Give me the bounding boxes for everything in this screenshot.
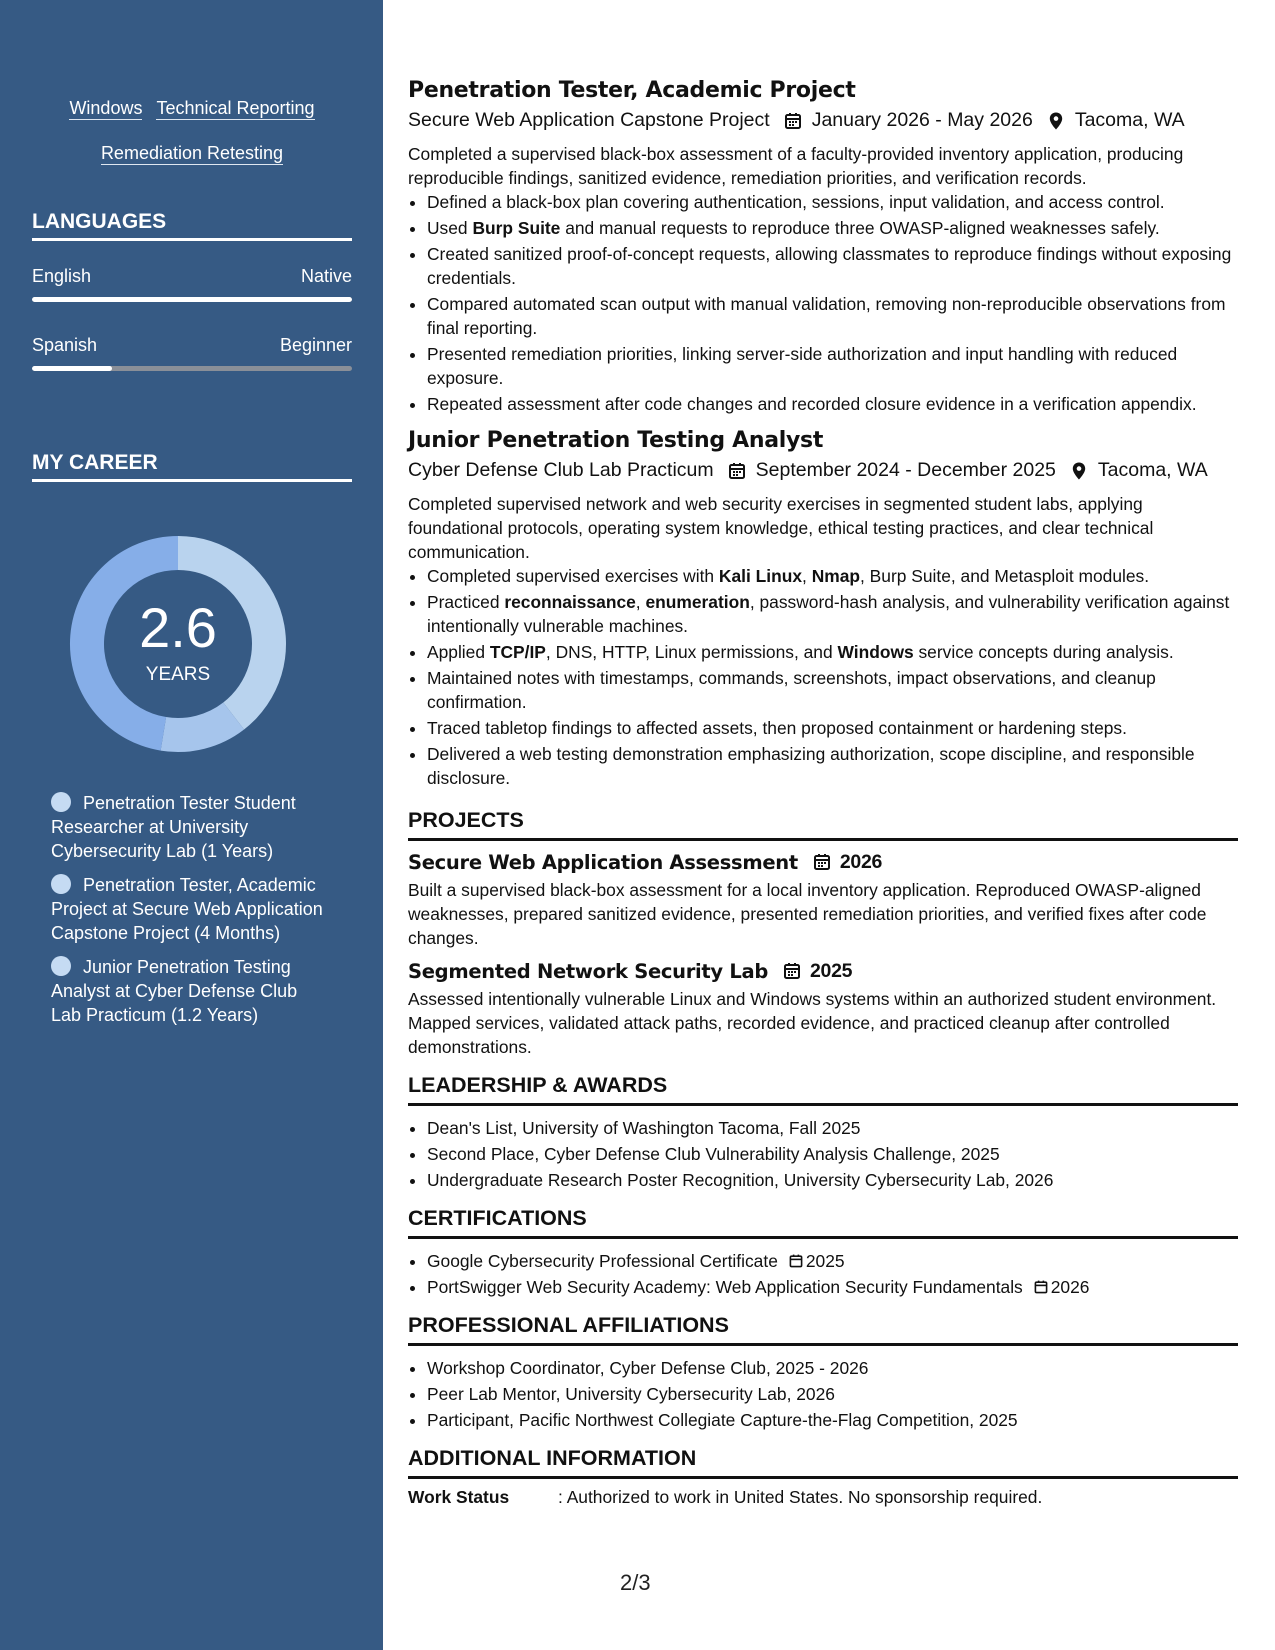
job-bullet: • Delivered a web testing demonstration emphasizing authorization, scope discipline, and responsible disclosure. <box>427 742 1238 790</box>
language-name: Spanish <box>32 335 98 355</box>
project-year: 2026 <box>839 851 883 873</box>
job-bullet: • Compared automated scan output with manual validation, removing non-reproducible observations from final reporting. <box>427 292 1238 340</box>
job-summary: Completed a supervised black-box assessment of a faculty-provided inventory application, producing reproducible findings, sanitized evidence, remediation priorities, and verification records. <box>408 144 1184 188</box>
work-status-value: : Authorized to work in United States. No sponsorship required. <box>558 1487 1043 1507</box>
certifications-heading: CERTIFICATIONS <box>408 1206 1238 1239</box>
job-location: Tacoma, WA <box>1097 459 1208 481</box>
job-summary: Completed supervised network and web security exercises in segmented student labs, applying foundational protocols, operating system knowledge, ethical testing practices, and clear technical communication. <box>408 494 1154 562</box>
project-title-row <box>408 851 1238 874</box>
project-title-row <box>408 960 1238 983</box>
leadership-list <box>408 1116 1238 1192</box>
experience-entry <box>408 78 1238 416</box>
job-bullet: • Repeated assessment after code changes and recorded closure evidence in a verification appendix. <box>427 392 1238 416</box>
job-meta <box>408 109 1238 132</box>
skill-tag: Remediation Retesting <box>100 143 284 163</box>
project-description: Assessed intentionally vulnerable Linux and Windows systems within an authorized student environment. Mapped services, validated attack paths, recorded evidence, and practiced cleanup after controlled demonstrations. <box>408 989 1217 1057</box>
project-entry <box>408 851 1238 950</box>
job-organization: Cyber Defense Club Lab Practicum <box>408 459 714 481</box>
projects-list <box>408 851 1238 1059</box>
calendar-icon <box>726 460 748 482</box>
job-title: Penetration Tester, Academic Project <box>408 78 856 103</box>
language-level: Native <box>300 266 352 286</box>
job-bullet: • Traced tabletop findings to affected assets, then proposed containment or hardening steps. <box>427 716 1238 740</box>
job-bullet: • Completed supervised exercises with Kali Linux, Nmap, Burp Suite, and Metasploit modules. <box>427 564 1238 588</box>
language-proficiency-bar <box>32 297 352 302</box>
main-content <box>408 78 1238 1508</box>
experience-entry <box>408 428 1238 790</box>
job-bullet: • Used Burp Suite and manual requests to reproduce three OWASP-aligned weaknesses safely. <box>427 216 1238 240</box>
calendar-icon <box>812 852 834 874</box>
page-number: 2/3 <box>620 1570 651 1595</box>
job-bullet: • Presented remediation priorities, linking server-side authorization and input handling with reduced exposure. <box>427 342 1238 390</box>
language-proficiency-bar <box>32 366 352 371</box>
keyword: Windows <box>837 642 914 662</box>
job-bullet: • Practiced reconnaissance, enumeration, password-hash analysis, and vulnerability verification against intentionally vulnerable machines. <box>427 590 1238 638</box>
job-bullets <box>408 564 1238 790</box>
job-meta <box>408 459 1238 482</box>
list-item: • PortSwigger Web Security Academy: Web Application Security Fundamentals 2026 <box>427 1275 1238 1299</box>
list-item: • Google Cybersecurity Professional Certificate 2025 <box>427 1249 1238 1273</box>
projects-heading: PROJECTS <box>408 808 1238 841</box>
job-dates: September 2024 - December 2025 <box>755 459 1056 481</box>
leadership-heading: LEADERSHIP & AWARDS <box>408 1073 1238 1106</box>
calendar-icon <box>782 961 804 983</box>
job-dates: January 2026 - May 2026 <box>811 109 1033 131</box>
job-title: Junior Penetration Testing Analyst <box>408 428 824 453</box>
list-item: • Participant, Pacific Northwest Collegiate Capture-the-Flag Competition, 2025 <box>427 1408 1238 1432</box>
calendar-icon <box>788 1253 804 1269</box>
experience-list <box>408 78 1238 790</box>
project-year: 2025 <box>809 960 853 982</box>
keyword: reconnaissance <box>504 592 636 612</box>
language-proficiency-fill <box>32 297 352 302</box>
affiliations-heading: PROFESSIONAL AFFILIATIONS <box>408 1313 1238 1346</box>
job-location: Tacoma, WA <box>1074 109 1185 131</box>
job-organization: Secure Web Application Capstone Project <box>408 109 770 131</box>
work-status-label: Work Status <box>408 1487 510 1507</box>
skill-tag: Technical Reporting <box>156 98 315 118</box>
bullet-dot-icon <box>51 874 71 894</box>
career-item: Junior Penetration Testing Analyst at Cyber Defense Club Lab Practicum (1.2 Years) <box>51 957 298 1025</box>
calendar-icon <box>1033 1279 1049 1295</box>
list-item: • Second Place, Cyber Defense Club Vulnerability Analysis Challenge, 2025 <box>427 1142 1238 1166</box>
career-item: Penetration Tester, Academic Project at Secure Web Application Capstone Project (4 Months) <box>51 875 323 943</box>
skill-tag: Windows <box>69 98 143 118</box>
language-english <box>32 266 352 302</box>
bullet-dot-icon <box>51 956 71 976</box>
language-level: Beginner <box>279 335 352 355</box>
list-item: • Peer Lab Mentor, University Cybersecurity Lab, 2026 <box>427 1382 1238 1406</box>
keyword: enumeration <box>645 592 750 612</box>
keyword: TCP/IP <box>489 642 546 662</box>
job-bullet: • Maintained notes with timestamps, commands, screenshots, impact observations, and cleanup confirmation. <box>427 666 1238 714</box>
calendar-icon <box>782 110 804 132</box>
job-bullets <box>408 190 1238 416</box>
career-years-label: YEARS <box>145 664 211 685</box>
language-spanish <box>32 335 352 371</box>
keyword: Kali Linux <box>718 566 803 586</box>
language-name: English <box>32 266 92 286</box>
project-description: Built a supervised black-box assessment for a local inventory application. Reproduced OWASP-aligned weaknesses, prepared sanitized evidence, presented remediation priorities, and verified fixes after code changes. <box>408 880 1207 948</box>
sidebar <box>0 0 383 1650</box>
career-list <box>51 791 331 1037</box>
list-item: • Dean's List, University of Washington Tacoma, Fall 2025 <box>427 1116 1238 1140</box>
certifications-list <box>408 1249 1238 1299</box>
project-entry <box>408 960 1238 1059</box>
job-bullet: • Created sanitized proof-of-concept requests, allowing classmates to reproduce findings without exposing credentials. <box>427 242 1238 290</box>
career-heading: MY CAREER <box>32 451 352 482</box>
languages-heading: LANGUAGES <box>32 210 352 241</box>
list-item: • Workshop Coordinator, Cyber Defense Club, 2025 - 2026 <box>427 1356 1238 1380</box>
project-title: Segmented Network Security Lab <box>408 960 768 983</box>
job-bullet: • Applied TCP/IP, DNS, HTTP, Linux permissions, and Windows service concepts during analysis. <box>427 640 1238 664</box>
keyword: Nmap <box>811 566 861 586</box>
location-pin-icon <box>1045 110 1067 132</box>
bullet-dot-icon <box>51 792 71 812</box>
location-pin-icon <box>1068 460 1090 482</box>
additional-info-heading: ADDITIONAL INFORMATION <box>408 1446 1238 1479</box>
project-title: Secure Web Application Assessment <box>408 851 798 874</box>
affiliations-list <box>408 1356 1238 1432</box>
career-item: Penetration Tester Student Researcher at University Cybersecurity Lab (1 Years) <box>51 793 296 861</box>
job-bullet: • Defined a black-box plan covering authentication, sessions, input validation, and access control. <box>427 190 1238 214</box>
skills-list <box>32 86 352 176</box>
career-total-years: 2.6 <box>139 596 217 659</box>
language-proficiency-fill <box>32 366 112 371</box>
work-status-row <box>408 1487 1238 1508</box>
list-item: • Undergraduate Research Poster Recognition, University Cybersecurity Lab, 2026 <box>427 1168 1238 1192</box>
keyword: Burp Suite <box>472 218 561 238</box>
